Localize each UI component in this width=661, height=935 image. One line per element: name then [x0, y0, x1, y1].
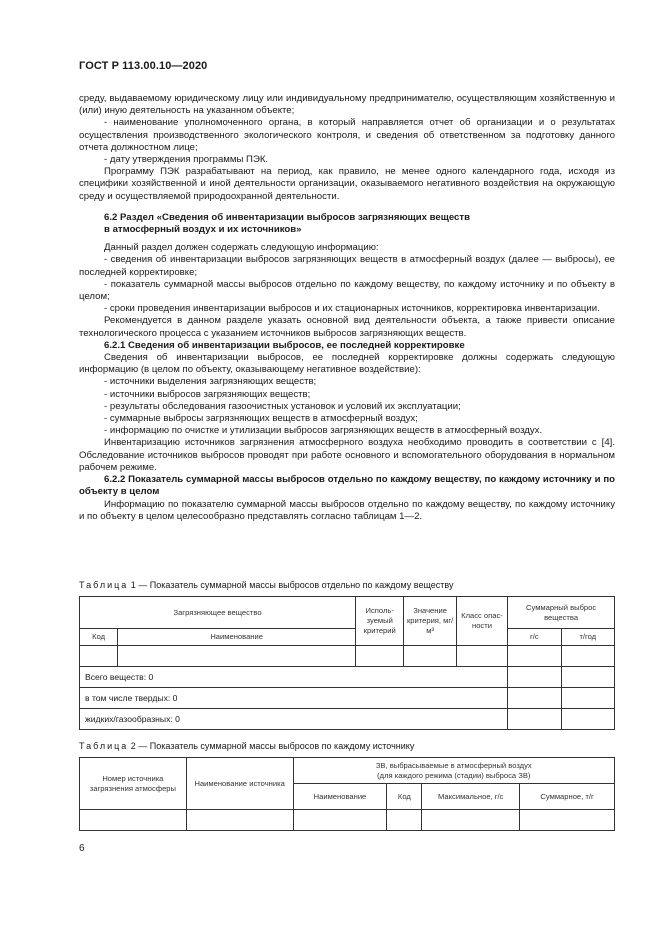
- list-item: - результаты обследования газоочистных установок и условий их эксплуатации;: [104, 400, 461, 412]
- th-name: Наименование: [293, 784, 387, 810]
- table-cell: [508, 646, 561, 667]
- paragraph: - наименование уполномоченного органа, в который направляется отчет об организации и о результатах осуществления производственного экологического контроля, и сведения об ответственном за подготовку данного отчета должностном лице;: [79, 117, 615, 153]
- list-item: - источники выделения загрязняющих веществ;: [104, 376, 317, 388]
- paragraph: Рекомендуется в данном разделе указать основной вид деятельности объекта, а также привести описание технологического процесса с указанием источников выбросов загрязняющих веществ.: [79, 315, 615, 339]
- caption-text: 2 — Показатель суммарной массы выбросов по каждому источнику: [128, 741, 415, 751]
- body-text-top: [79, 93, 615, 523]
- subsection-heading: 6.2.2 Показатель суммарной массы выбросов отдельно по каждому веществу, по каждому источнику и по объекту в целом: [79, 474, 615, 498]
- paragraph: Инвентаризацию источников загрязнения атмосферного воздуха необходимо проводить в соответствии с [4]. Обследование источников выбросов проводят при работе основного и вспомогательного оборудования в нормальном рабочем режиме.: [79, 437, 615, 473]
- table-cell: [508, 709, 561, 730]
- list-item: - суммарные выбросы загрязняющих веществ в атмосферный воздух;: [104, 413, 418, 425]
- paragraph: - сведения об инвентаризации выбросов загрязняющих веществ в атмосферный воздух (далее — выбросы), ее последней корректировке;: [79, 254, 615, 278]
- page-number: 6: [79, 843, 85, 854]
- th-emitted-substances: [293, 758, 614, 784]
- th-name: Наименование: [118, 629, 356, 646]
- table-cell: [456, 646, 507, 667]
- paragraph: среду, выдаваемому юридическому лицу или индивидуальному предпринимателю, осуществляющим хозяйственную и (или) иную деятельность на указанном объекте;: [79, 93, 615, 117]
- th-emitted-line1: ЗВ, выбрасываемые в атмосферный воздух: [375, 760, 532, 770]
- th-source-name: Наименование источника: [186, 758, 293, 810]
- th-total-emission: Суммарный выброс вещества: [508, 597, 615, 629]
- table-cell: [80, 646, 118, 667]
- table1-caption: [79, 580, 453, 590]
- th-hazard-class: Класс опас-ности: [456, 597, 507, 646]
- th-code: Код: [80, 629, 118, 646]
- table2-caption: [79, 741, 414, 751]
- table-cell: [118, 646, 356, 667]
- section-heading-line1: 6.2 Раздел «Сведения об инвентаризации выбросов загрязняющих веществ: [104, 211, 470, 223]
- caption-text: 1 — Показатель суммарной массы выбросов отдельно по каждому веществу: [128, 580, 454, 590]
- th-criterion-value: Значение критерия, мг/м³: [404, 597, 456, 646]
- paragraph: Сведения об инвентаризации выбросов, ее последней корректировке должны содержать следующую информацию (в целом по объекту, оказывающему негативное воздействие):: [79, 352, 615, 376]
- table-cell: [561, 688, 614, 709]
- th-code: Код: [387, 784, 422, 810]
- th-source-number: Номер источника загрязнения атмосферы: [80, 758, 187, 810]
- subsection-heading: 6.2.1 Сведения об инвентаризации выбросов, ее последней корректировке: [104, 339, 465, 351]
- row-liquid-gas: жидких/газообразных: 0: [80, 709, 508, 730]
- th-substance: Загрязняющее вещество: [80, 597, 356, 629]
- th-emitted-line2: (для каждого режима (стадии) выброса ЗВ): [377, 770, 531, 780]
- table-cell: [422, 810, 520, 831]
- table2: [79, 757, 615, 831]
- th-max: Максимальное, г/с: [422, 784, 520, 810]
- caption-word: Таблица: [79, 580, 129, 590]
- table-cell: [561, 646, 614, 667]
- paragraph: - дату утверждения программы ПЭК.: [104, 154, 269, 166]
- section-heading: [79, 212, 615, 236]
- th-sum: Суммарное, т/г: [520, 784, 615, 810]
- caption-word: Таблица: [79, 741, 129, 751]
- paragraph: - сроки проведения инвентаризации выбросов и их стационарных источников, корректировка инвентаризации.: [104, 303, 600, 315]
- paragraph: Программу ПЭК разрабатывают на период, как правило, не менее одного календарного года, исходя из специфики хозяйственной и иной деятельности организации, оказываемого негативного воздействия на окружающую среду и осуществляемой природоохранной деятельности.: [79, 166, 615, 202]
- th-used-criterion: Исполь-зуемый критерий: [356, 597, 404, 646]
- table-cell: [508, 688, 561, 709]
- th-gs: г/с: [508, 629, 561, 646]
- list-item: - источники выбросов загрязняющих веществ;: [104, 388, 311, 400]
- table-cell: [387, 810, 422, 831]
- paragraph: - показатель суммарной массы выбросов отдельно по каждому веществу, по каждому источнику и по объекту в целом;: [79, 278, 615, 303]
- table1: [79, 596, 615, 730]
- document-code-header: ГОСТ Р 113.00.10—2020: [79, 60, 208, 72]
- table-cell: [293, 810, 387, 831]
- table-cell: [356, 646, 404, 667]
- paragraph: Информацию по показателю суммарной массы выбросов отдельно по каждому веществу, по каждому источнику и по объекту в целом целесообразно представлять согласно таблицам 1—2.: [79, 498, 615, 522]
- table-cell: [186, 810, 293, 831]
- row-solid: в том числе твердых: 0: [80, 688, 508, 709]
- table-cell: [508, 667, 561, 688]
- table-cell: [561, 667, 614, 688]
- table-cell: [80, 810, 187, 831]
- section-heading-line2: в атмосферный воздух и их источников»: [104, 224, 302, 236]
- table-cell: [404, 646, 456, 667]
- table-cell: [520, 810, 615, 831]
- th-ty: т/год: [561, 629, 614, 646]
- table-cell: [561, 709, 614, 730]
- paragraph: Данный раздел должен содержать следующую информацию:: [104, 242, 379, 254]
- list-item: - информацию по очистке и утилизации выбросов загрязняющих веществ в атмосферный воздух.: [104, 425, 543, 437]
- row-total-substances: Всего веществ: 0: [80, 667, 508, 688]
